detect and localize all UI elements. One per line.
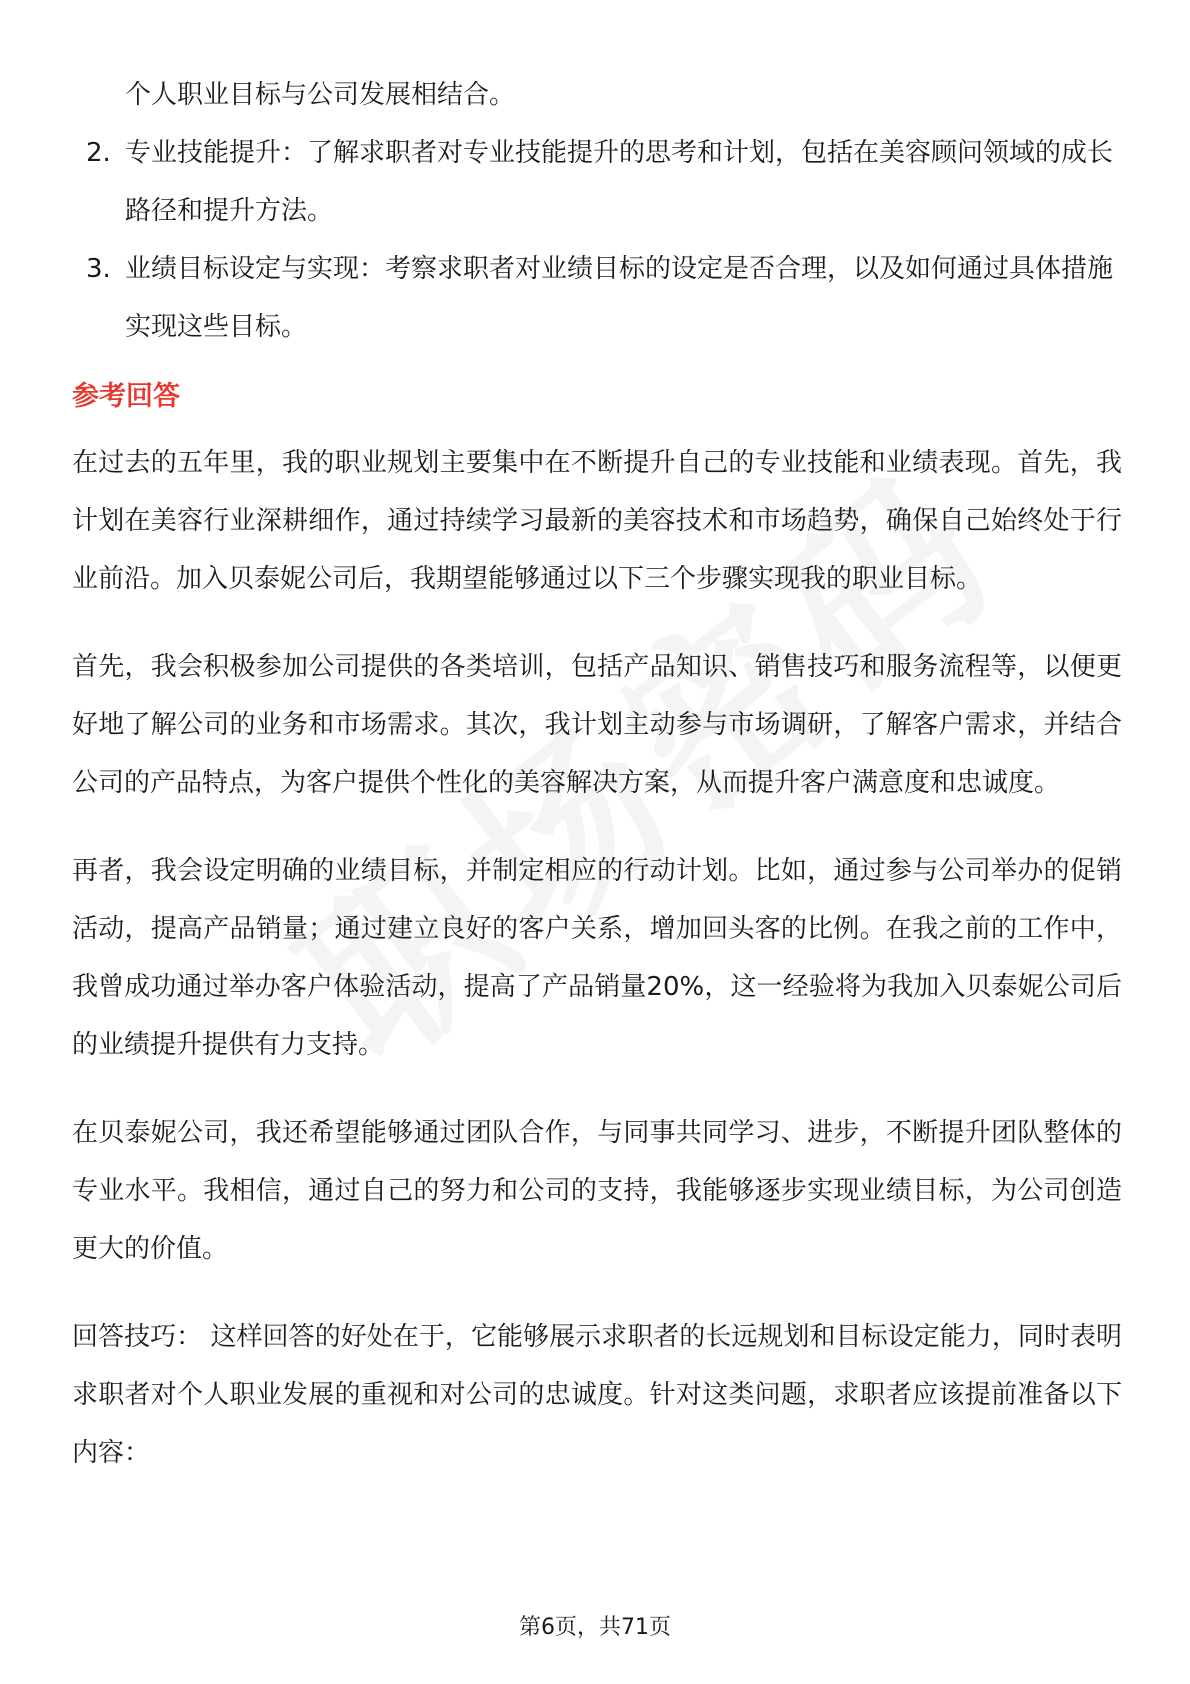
list-item-continuation: 个人职业目标与公司发展相结合。 [125,80,516,110]
section-title: 参考回答 [72,381,180,412]
list-item-text: 业绩目标设定与实现：考察求职者对业绩目标的设定是否合理，以及如何通过具体措施实现这些目标。 [125,254,1114,342]
answer-paragraph: 在过去的五年里，我的职业规划主要集中在不断提升自己的专业技能和业绩表现。首先，我计划在美容行业深耕细作，通过持续学习最新的美容技术和市场趋势，确保自己始终处于行业前沿。加入贝泰妮公司后，我期望能够通过以下三个步骤实现我的职业目标。 [72,448,1122,594]
list-item-number: 3. [86,254,111,284]
tips-paragraph: 回答技巧： 这样回答的好处在于，它能够展示求职者的长远规划和目标设定能力，同时表明求职者对个人职业发展的重视和对公司的忠诚度。针对这类问题，求职者应该提前准备以下内容： [72,1322,1122,1468]
answer-paragraph: 首先，我会积极参加公司提供的各类培训，包括产品知识、销售技巧和服务流程等，以便更好地了解公司的业务和市场需求。其次，我计划主动参与市场调研，了解客户需求，并结合公司的产品特点，为客户提供个性化的美容解决方案，从而提升客户满意度和忠诚度。 [72,652,1122,798]
page-content [72,66,1122,1512]
list-item [72,124,1122,240]
answer-paragraph: 再者，我会设定明确的业绩目标，并制定相应的行动计划。比如，通过参与公司举办的促销活动，提高产品销量；通过建立良好的客户关系，增加回头客的比例。在我之前的工作中，我曾成功通过举办客户体验活动，提高了产品销量20%，这一经验将为我加入贝泰妮公司后的业绩提升提供有力支持。 [72,856,1122,1060]
list-item [72,240,1122,356]
list-item-number: 2. [86,138,111,168]
answer-paragraph: 在贝泰妮公司，我还希望能够通过团队合作，与同事共同学习、进步，不断提升团队整体的专业水平。我相信，通过自己的努力和公司的支持，我能够逐步实现业绩目标，为公司创造更大的价值。 [72,1118,1122,1264]
criteria-list [72,124,1122,356]
page-number: 第6页，共71页 [519,1615,671,1640]
list-item-text: 专业技能提升：了解求职者对专业技能提升的思考和计划，包括在美容顾问领域的成长路径和提升方法。 [125,138,1114,226]
